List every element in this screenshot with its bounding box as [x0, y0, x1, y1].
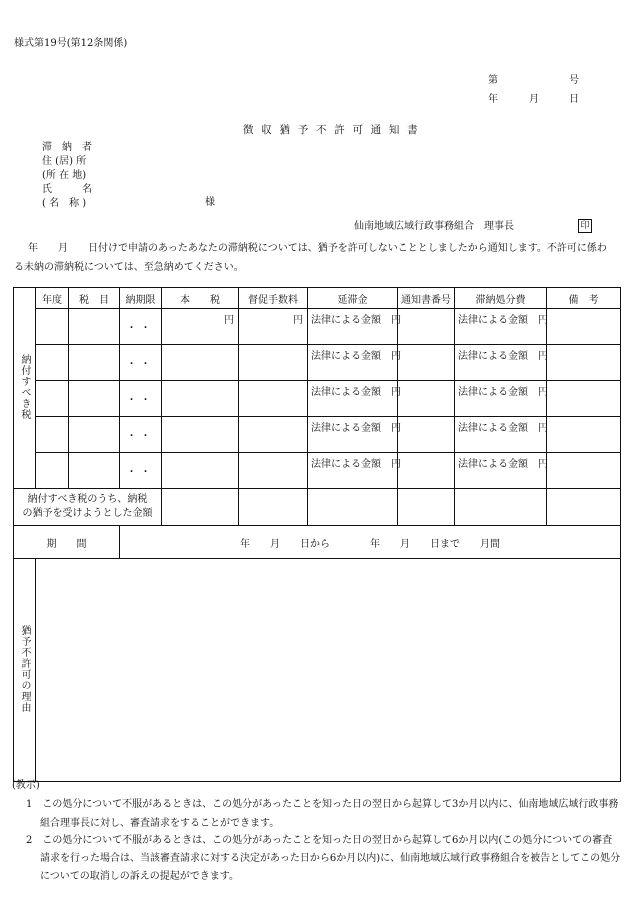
date-day-label: 日 [569, 94, 579, 105]
cell-due-date: ・・ [120, 309, 162, 345]
recipient-location-label: (所 在 地) [42, 170, 87, 181]
header-fiscal-year: 年度 [36, 288, 69, 309]
note-2-line-1: 2 この処分について不服があるときは、この処分があったことを知った日の翌日から起算して6か月以内(この処分についての審査 [26, 835, 613, 846]
cell-notice-number [398, 345, 455, 381]
cell-fiscal-year [36, 381, 69, 417]
cell-notice-number [398, 417, 455, 453]
table-row [14, 417, 621, 453]
summary-label-line-2: の猶予を受けようとした金額 [22, 508, 153, 519]
table-row [14, 453, 621, 489]
period-value: 年 月 日から 年 月 日まで 月間 [120, 526, 621, 559]
side-label: 納付すべき税 [19, 353, 30, 420]
cell-notice-number [398, 453, 455, 489]
header-due-date: 納期限 [120, 288, 162, 309]
period-row [14, 526, 621, 559]
cell-principal-tax [162, 453, 239, 489]
cell-due-date: ・・ [120, 417, 162, 453]
cell-principal-tax [162, 381, 239, 417]
cell-reminder-fee: 円 [239, 309, 308, 345]
reason-content [36, 559, 621, 782]
period-label: 期 間 [14, 526, 120, 559]
recipient-address-label: 住 (居) 所 [42, 156, 87, 167]
summary-label-line-1: 納付すべき税のうち、納税 [27, 494, 148, 505]
summary-disposition-fee [455, 489, 547, 526]
cell-fiscal-year [36, 345, 69, 381]
cell-disposition-fee: 法律による金額 円 [455, 345, 547, 381]
reason-label-cell [14, 559, 36, 782]
cell-due-date: ・・ [120, 345, 162, 381]
recipient-delinquent-label: 滞 納 者 [42, 142, 92, 153]
cell-tax-item [69, 417, 120, 453]
cell-fiscal-year [36, 417, 69, 453]
issuer-name: 仙南地域広域行政事務組合 理事長 [354, 221, 514, 232]
cell-late-charge: 法律による金額 円 [308, 345, 398, 381]
number-suffix: 号 [569, 75, 579, 86]
summary-remarks [547, 489, 621, 526]
cell-reminder-fee [239, 417, 308, 453]
header-principal-tax: 本 税 [162, 288, 239, 309]
header-remarks: 備 考 [547, 288, 621, 309]
cell-late-charge: 法律による金額 円 [308, 381, 398, 417]
recipient-name-label: 氏 名 [42, 184, 92, 195]
cell-remarks [547, 453, 621, 489]
cell-late-charge: 法律による金額 円 [308, 309, 398, 345]
table-row [14, 381, 621, 417]
summary-notice-number [398, 489, 455, 526]
cell-remarks [547, 417, 621, 453]
cell-tax-item [69, 309, 120, 345]
document-title: 徴 収 猶 予 不 許 可 通 知 書 [243, 124, 420, 136]
summary-reminder-fee [239, 489, 308, 526]
cell-principal-tax: 円 [162, 309, 239, 345]
reason-label: 猶予不許可の理由 [19, 624, 30, 713]
tax-table [13, 287, 621, 782]
header-disposition-fee: 滞納処分費 [455, 288, 547, 309]
cell-reminder-fee [239, 381, 308, 417]
header-tax-item: 税 目 [69, 288, 120, 309]
cell-tax-item [69, 453, 120, 489]
summary-late-charge [308, 489, 398, 526]
cell-fiscal-year [36, 309, 69, 345]
table-row [14, 309, 621, 345]
summary-label-cell [14, 489, 162, 526]
cell-due-date: ・・ [120, 453, 162, 489]
cell-notice-number [398, 309, 455, 345]
note-2-line-3: についての取消しの訴えの提起ができます。 [40, 871, 239, 882]
header-reminder-fee: 督促手数料 [239, 288, 308, 309]
cell-fiscal-year [36, 453, 69, 489]
note-2-line-2: 請求を行った場合は、当該審査請求に対する決定があった日から6か月以内)に、仙南地域広域行政事務組合を被告としてこの処分 [40, 853, 621, 864]
cell-notice-number [398, 381, 455, 417]
note-1-line-1: 1 この処分について不服があるときは、この処分があったことを知った日の翌日から起算して3か月以内に、仙南地域広域行政事務 [26, 799, 619, 810]
table-header-row [14, 288, 621, 309]
body-text-line-2: る未納の滞納税については、至急納めてください。 [14, 262, 244, 273]
header-late-charge: 延滞金 [308, 288, 398, 309]
side-label-cell [14, 288, 36, 489]
cell-late-charge: 法律による金額 円 [308, 453, 398, 489]
number-label: 第 [488, 75, 498, 86]
cell-tax-item [69, 381, 120, 417]
cell-disposition-fee: 法律による金額 円 [455, 381, 547, 417]
summary-row [14, 489, 621, 526]
reason-row [14, 559, 621, 782]
date-month-label: 月 [529, 94, 539, 105]
notes-title: (教示) [12, 780, 40, 791]
note-1-line-2: 組合理事長に対し、審査請求をすることができます。 [40, 818, 280, 829]
date-year-label: 年 [488, 94, 498, 105]
recipient-title-label: ( 名 称 ) [42, 198, 87, 209]
summary-principal-tax [162, 489, 239, 526]
body-text-line-1: 年 月 日付けで申請のあったあなたの滞納税については、猶予を許可しないこととしましたから通知します。不許可に係わ [28, 243, 607, 254]
cell-disposition-fee: 法律による金額 円 [455, 417, 547, 453]
cell-remarks [547, 381, 621, 417]
seal-mark: 印 [578, 219, 592, 233]
cell-disposition-fee: 法律による金額 円 [455, 309, 547, 345]
recipient-honorific: 様 [205, 197, 215, 208]
cell-tax-item [69, 345, 120, 381]
cell-due-date: ・・ [120, 381, 162, 417]
form-id: 様式第19号(第12条関係) [14, 38, 128, 49]
cell-remarks [547, 345, 621, 381]
cell-reminder-fee [239, 453, 308, 489]
cell-principal-tax [162, 345, 239, 381]
cell-remarks [547, 309, 621, 345]
table-row [14, 345, 621, 381]
cell-late-charge: 法律による金額 円 [308, 417, 398, 453]
cell-disposition-fee: 法律による金額 円 [455, 453, 547, 489]
cell-reminder-fee [239, 345, 308, 381]
header-notice-number: 通知書番号 [398, 288, 455, 309]
cell-principal-tax [162, 417, 239, 453]
